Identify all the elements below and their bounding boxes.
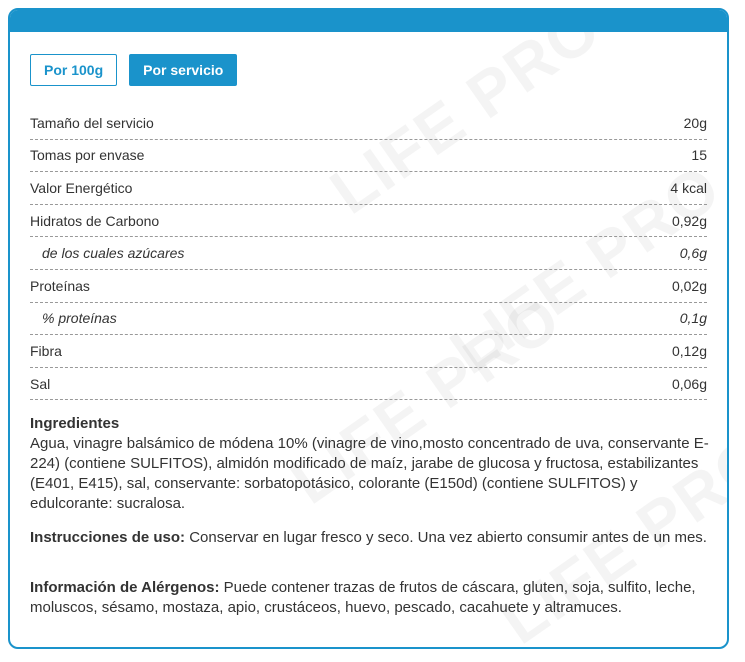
usage-text: Conservar en lugar fresco y seco. Una vez abierto consumir antes de un mes. [185,529,707,546]
row-value: 15 [691,147,707,164]
row-label: Valor Energético [30,179,133,196]
row-label: Fibra [30,342,62,359]
table-row [30,205,707,238]
row-label: % proteínas [42,310,117,327]
row-value: 4 kcal [670,179,707,196]
row-value: 0,12g [671,342,707,359]
usage-label: Instrucciones de uso: [30,529,186,546]
nutrition-panel [8,8,729,649]
row-value: 0,92g [671,212,707,229]
row-label: Hidratos de Carbono [30,212,160,229]
ingredients-title: Ingredientes [30,415,120,432]
table-row [30,172,707,205]
nutrition-table [30,107,707,400]
usage-instructions [30,528,710,548]
row-value: 0,6g [679,245,707,262]
row-label: de los cuales azúcares [42,245,185,262]
panel-top-bar [10,10,727,32]
row-label: Proteínas [30,277,90,294]
allergen-info [30,578,710,618]
row-label: Tamaño del servicio [30,114,154,131]
row-value: 20g [683,114,707,131]
tab-per-serving[interactable]: Por servicio [129,54,237,86]
allergens-label: Información de Alérgenos: [30,579,220,596]
table-row [30,335,707,368]
row-value: 0,06g [671,375,707,392]
row-value: 0,1g [679,310,707,327]
ingredients-text: Agua, vinagre balsámico de módena 10% (vinagre de vino,mosto concentrado de uva, conservante E-224) (contiene SULFITOS), almidón modificado de maíz, jarabe de glucosa y fructosa, estabilizantes (E401, E415), sal, conservante: sorbatopotásico, colorante (E150d) (contiene SULFITOS) y edulcorante: sucralosa. [30,435,709,512]
allergens-text: Puede contener trazas de frutos de cáscara, gluten, soja, sulfito, leche, moluscos, sésamo, mostaza, apio, crustáceos, huevo, pescado, cacahuete y altramuces. [30,579,696,616]
table-row [30,368,707,401]
row-label: Sal [30,375,51,392]
row-label: Tomas por envase [30,147,145,164]
table-row [30,140,707,173]
serving-tabs [30,54,237,86]
table-row [30,107,707,140]
table-row [30,270,707,303]
table-row [30,237,707,270]
table-row [30,303,707,336]
row-value: 0,02g [671,277,707,294]
tab-per-100g[interactable]: Por 100g [30,54,117,86]
